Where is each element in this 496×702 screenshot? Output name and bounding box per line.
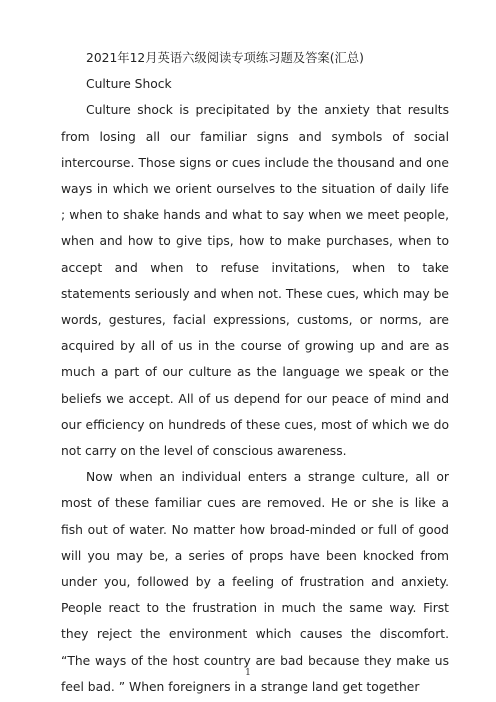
page-number: 1 bbox=[245, 668, 251, 678]
paragraph-2: Now when an individual enters a strange culture, all or most of these familiar cues are removed. He or she is like a fish out of water. No matter how broad-minded or full of good will you may be, a series of props have been knocked from under you, followed by a feeling of frustration and anxiety. People react to the frustration in much the same way. First they reject the environment which causes the discomfort. “The ways of the host country are bad because they make us feel bad. ” When foreigners in a strange land get together bbox=[61, 470, 449, 694]
paragraph-1: Culture shock is precipitated by the anxiety that results from losing all our familiar signs and symbols of social intercourse. Those signs or cues include the thousand and one ways in which we orient ourselves to the situation of daily life ; when to shake hands and what to say when we meet people, when and how to give tips, how to make purchases, when to accept and when to refuse invitations, when to take statements seriously and when not. These cues, which may be words, gestures, facial expressions, customs, or norms, are acquired by all of us in the course of growing up and are as much a part of our culture as the language we speak or the beliefs we accept. All of us depend for our peace of mind and our efficiency on hundreds of these cues, most of which we do not carry on the level of conscious awareness. bbox=[61, 103, 449, 459]
document-body bbox=[61, 45, 449, 700]
document-subtitle: Culture Shock bbox=[86, 77, 172, 92]
document-title: 2021年12月英语六级阅读专项练习题及答案(汇总) bbox=[86, 51, 364, 65]
